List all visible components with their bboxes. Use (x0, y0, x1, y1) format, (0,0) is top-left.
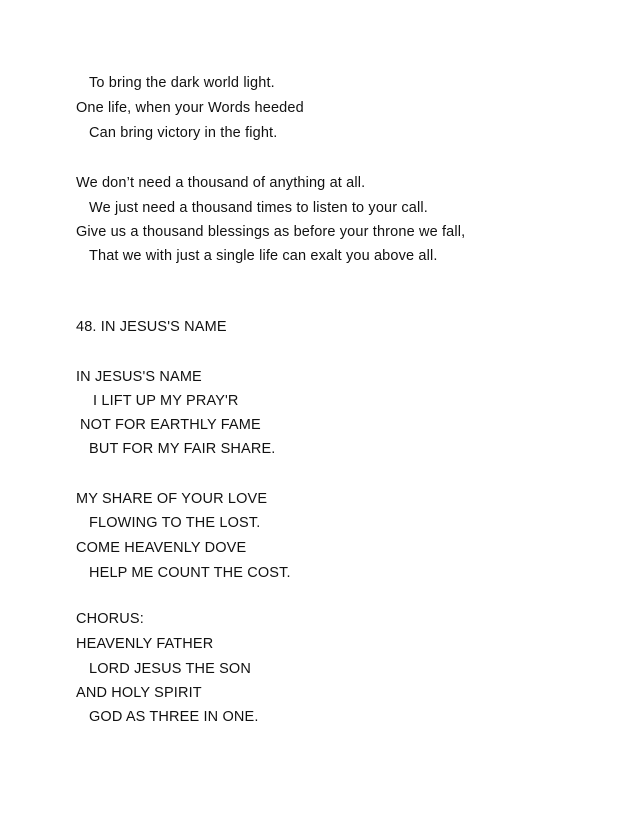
song-heading: 48. IN JESUS'S NAME (76, 319, 227, 335)
verse-line: IN JESUS'S NAME (76, 369, 202, 385)
poem-line: To bring the dark world light. (89, 75, 275, 91)
chorus-label: CHORUS: (76, 611, 144, 627)
poem-line: One life, when your Words heeded (76, 100, 304, 116)
chorus-line: HEAVENLY FATHER (76, 636, 214, 652)
verse-line: FLOWING TO THE LOST. (89, 515, 261, 531)
verse-line: I LIFT UP MY PRAY'R (93, 393, 239, 409)
verse-line: BUT FOR MY FAIR SHARE. (89, 441, 276, 457)
verse-line: COME HEAVENLY DOVE (76, 540, 247, 556)
chorus-line: GOD AS THREE IN ONE. (89, 709, 259, 725)
verse-line: NOT FOR EARTHLY FAME (80, 417, 261, 433)
chorus-line: AND HOLY SPIRIT (76, 685, 202, 701)
verse-line: HELP ME COUNT THE COST. (89, 565, 291, 581)
poem-line: Give us a thousand blessings as before your throne we fall, (76, 224, 466, 240)
poem-line: Can bring victory in the fight. (89, 125, 278, 141)
verse-line: MY SHARE OF YOUR LOVE (76, 491, 268, 507)
poem-line: That we with just a single life can exalt you above all. (89, 248, 438, 264)
poem-line: We just need a thousand times to listen to your call. (89, 200, 428, 216)
poem-line: We don’t need a thousand of anything at all. (76, 175, 366, 191)
chorus-line: LORD JESUS THE SON (89, 661, 251, 677)
